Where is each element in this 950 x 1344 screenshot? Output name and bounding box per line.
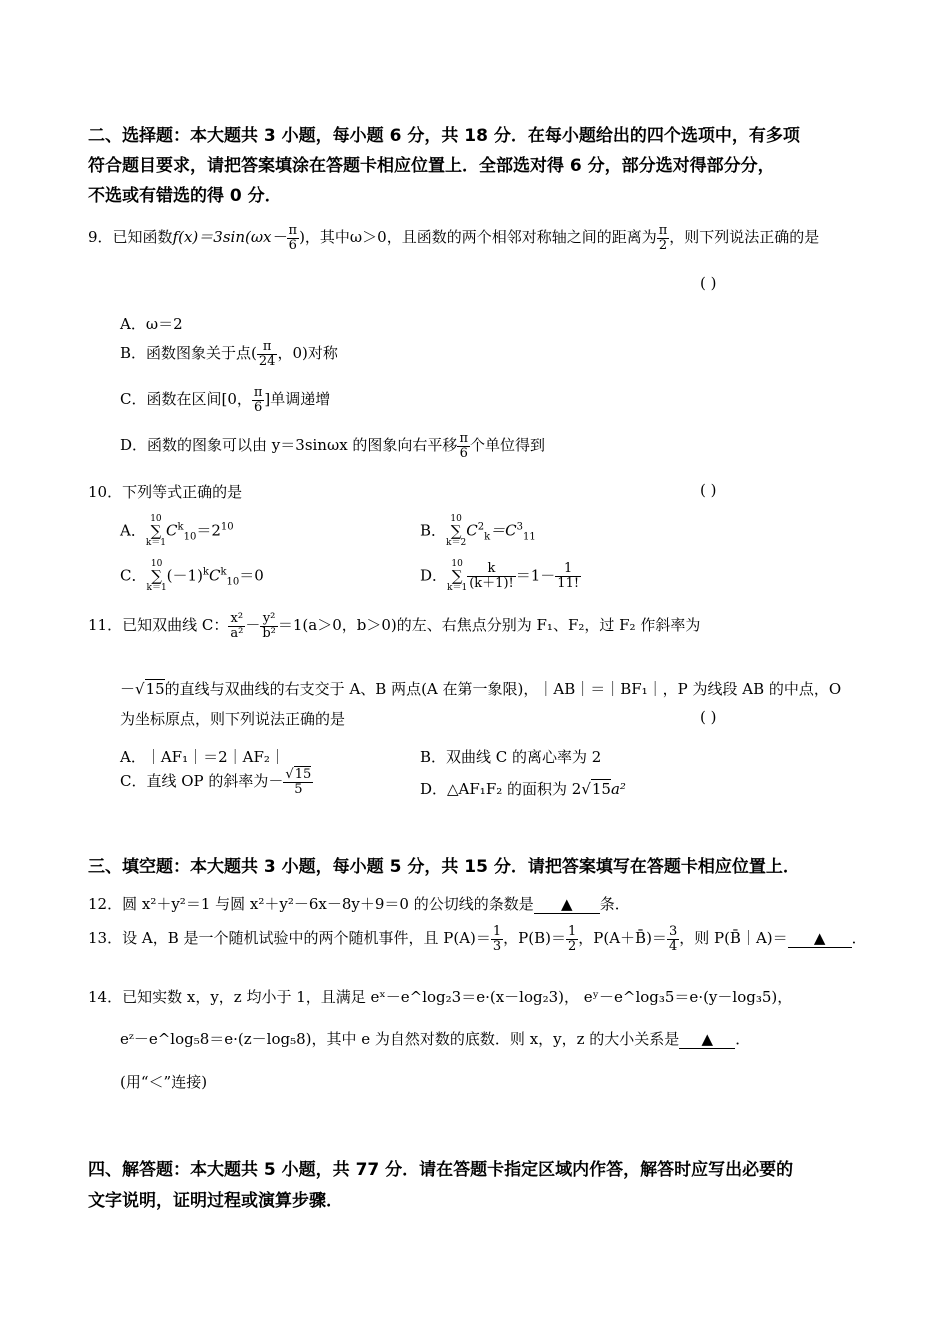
section-two-line3: 不选或有错选的得 0 分． (88, 186, 282, 206)
question-14-line1: 14．已知实数 x，y，z 均小于 1，且满足 eˣ－e^log₂3＝e·(x－log₂3)， eʸ－e^log₃5＝e·(y－log₃5)， (88, 988, 793, 1006)
section-four-line1: 四、解答题：本大题共 5 小题，共 77 分．请在答题卡指定区域内作答，解答时应写出必要的 (88, 1160, 794, 1180)
question-11-line3: 为坐标原点，则下列说法正确的是 (120, 710, 346, 728)
option-d: D．△AF₁F₂ 的面积为 2√15a² (420, 780, 626, 798)
section-two-line1: 二、选择题：本大题共 3 小题，每小题 6 分，共 18 分．在每小题给出的四个选项中，有多项 (88, 126, 800, 146)
question-number: 9． (88, 228, 113, 247)
option-c: C．直线 OP 的斜率为－ $\frac{√15}{5}$ (120, 767, 312, 797)
answer-paren: ( ) (700, 708, 717, 726)
question-10-stem: 10．下列等式正确的是 (88, 483, 243, 501)
question-11-line2: －√15的直线与双曲线的右支交于 A、B 两点(A 在第一象限)，｜AB｜＝｜BF₁｜，P 为线段 AB 的中点，O (120, 680, 842, 698)
answer-paren: ( ) (700, 481, 717, 499)
section-three-line1: 三、填空题：本大题共 3 小题，每小题 5 分，共 15 分．请把答案填写在答题卡相应位置上． (88, 857, 800, 877)
answer-blank[interactable]: ▲ (788, 929, 852, 948)
question-11-stem: 11．已知双曲线 C： $\frac{\text{x²}}{\text{a²}}$ － $\frac{\text{y²}}{\text{b²}}$ ＝1(a＞0，b＞0)的左、右焦点分别为 F₁、F₂，过 F₂ 作斜率为 (88, 611, 701, 641)
section-two-line2: 符合题目要求，请把答案填涂在答题卡相应位置上．全部选对得 6 分，部分选对得部分分， (88, 156, 775, 176)
answer-blank[interactable]: ▲ (679, 1030, 735, 1049)
option-b: B． 10 ∑ k＝2 $C^2_k=C^3_{11}$ (420, 514, 536, 548)
option-a: A． 10 ∑ k＝1 $C^k_{10}=2^{10}$ (120, 514, 234, 548)
option-a: A．ω＝2 (120, 315, 183, 333)
question-12: 12．圆 x²＋y²＝1 与圆 x²＋y²－6x－8y＋9＝0 的公切线的条数是 ▲ 条． (88, 895, 630, 913)
stem-text: )，其中ω＞0，且函数的两个相邻对称轴之间的距离为 (299, 228, 657, 247)
fraction: $\frac{\pi}{6}$ (288, 223, 298, 253)
question-14-hint: (用“＜”连接) (120, 1073, 208, 1091)
fraction: $\frac{\pi}{2}$ (658, 223, 668, 253)
section-four-line2: 文字说明，证明过程或演算步骤． (88, 1191, 343, 1211)
option-b: B．双曲线 C 的离心率为 2 (420, 748, 602, 766)
question-13: 13．设 A，B 是一个随机试验中的两个随机事件，且 P(A)＝ $\frac{1}{3}$ ，P(B)＝ $\frac{1}{2}$ ，P(A＋B̄)＝ $\frac{3}{4}$ ，则 P(B̄｜A)＝ ▲ ． (88, 924, 867, 954)
stem-formula: f(x)＝3sin(ωx－ (172, 228, 287, 247)
question-14-line2: eᶻ－e^log₅8＝e·(z－log₅8)，其中 e 为自然对数的底数．则 x，y，z 的大小关系是 ▲ ． (120, 1030, 751, 1048)
option-d: D． 10 ∑ k＝1 $\frac{k}{(k+1)!}$ ＝1－ $\frac{1}{11!}$ (420, 559, 580, 593)
option-a: A．｜AF₁｜＝2｜AF₂｜ (120, 748, 285, 766)
answer-paren: ( ) (700, 274, 717, 292)
option-d: D．函数的图象可以由 y＝3sinωx 的图象向右平移 $\frac{\pi}{6}$ 个单位得到 (120, 431, 545, 461)
option-b: B．函数图象关于点( $\frac{\pi}{24}$ ，0)对称 (120, 339, 338, 369)
option-c: C．函数在区间[0， $\frac{\pi}{6}$ ]单调递增 (120, 385, 331, 415)
stem-text: ，则下列说法正确的是 (669, 228, 820, 247)
option-c: C． 10 ∑ k＝1 $(-1)^kC^k_{10}=0$ (120, 559, 264, 593)
stem-text: 已知函数 (112, 228, 173, 247)
question-9-stem (88, 224, 819, 252)
answer-blank[interactable]: ▲ (534, 895, 600, 914)
